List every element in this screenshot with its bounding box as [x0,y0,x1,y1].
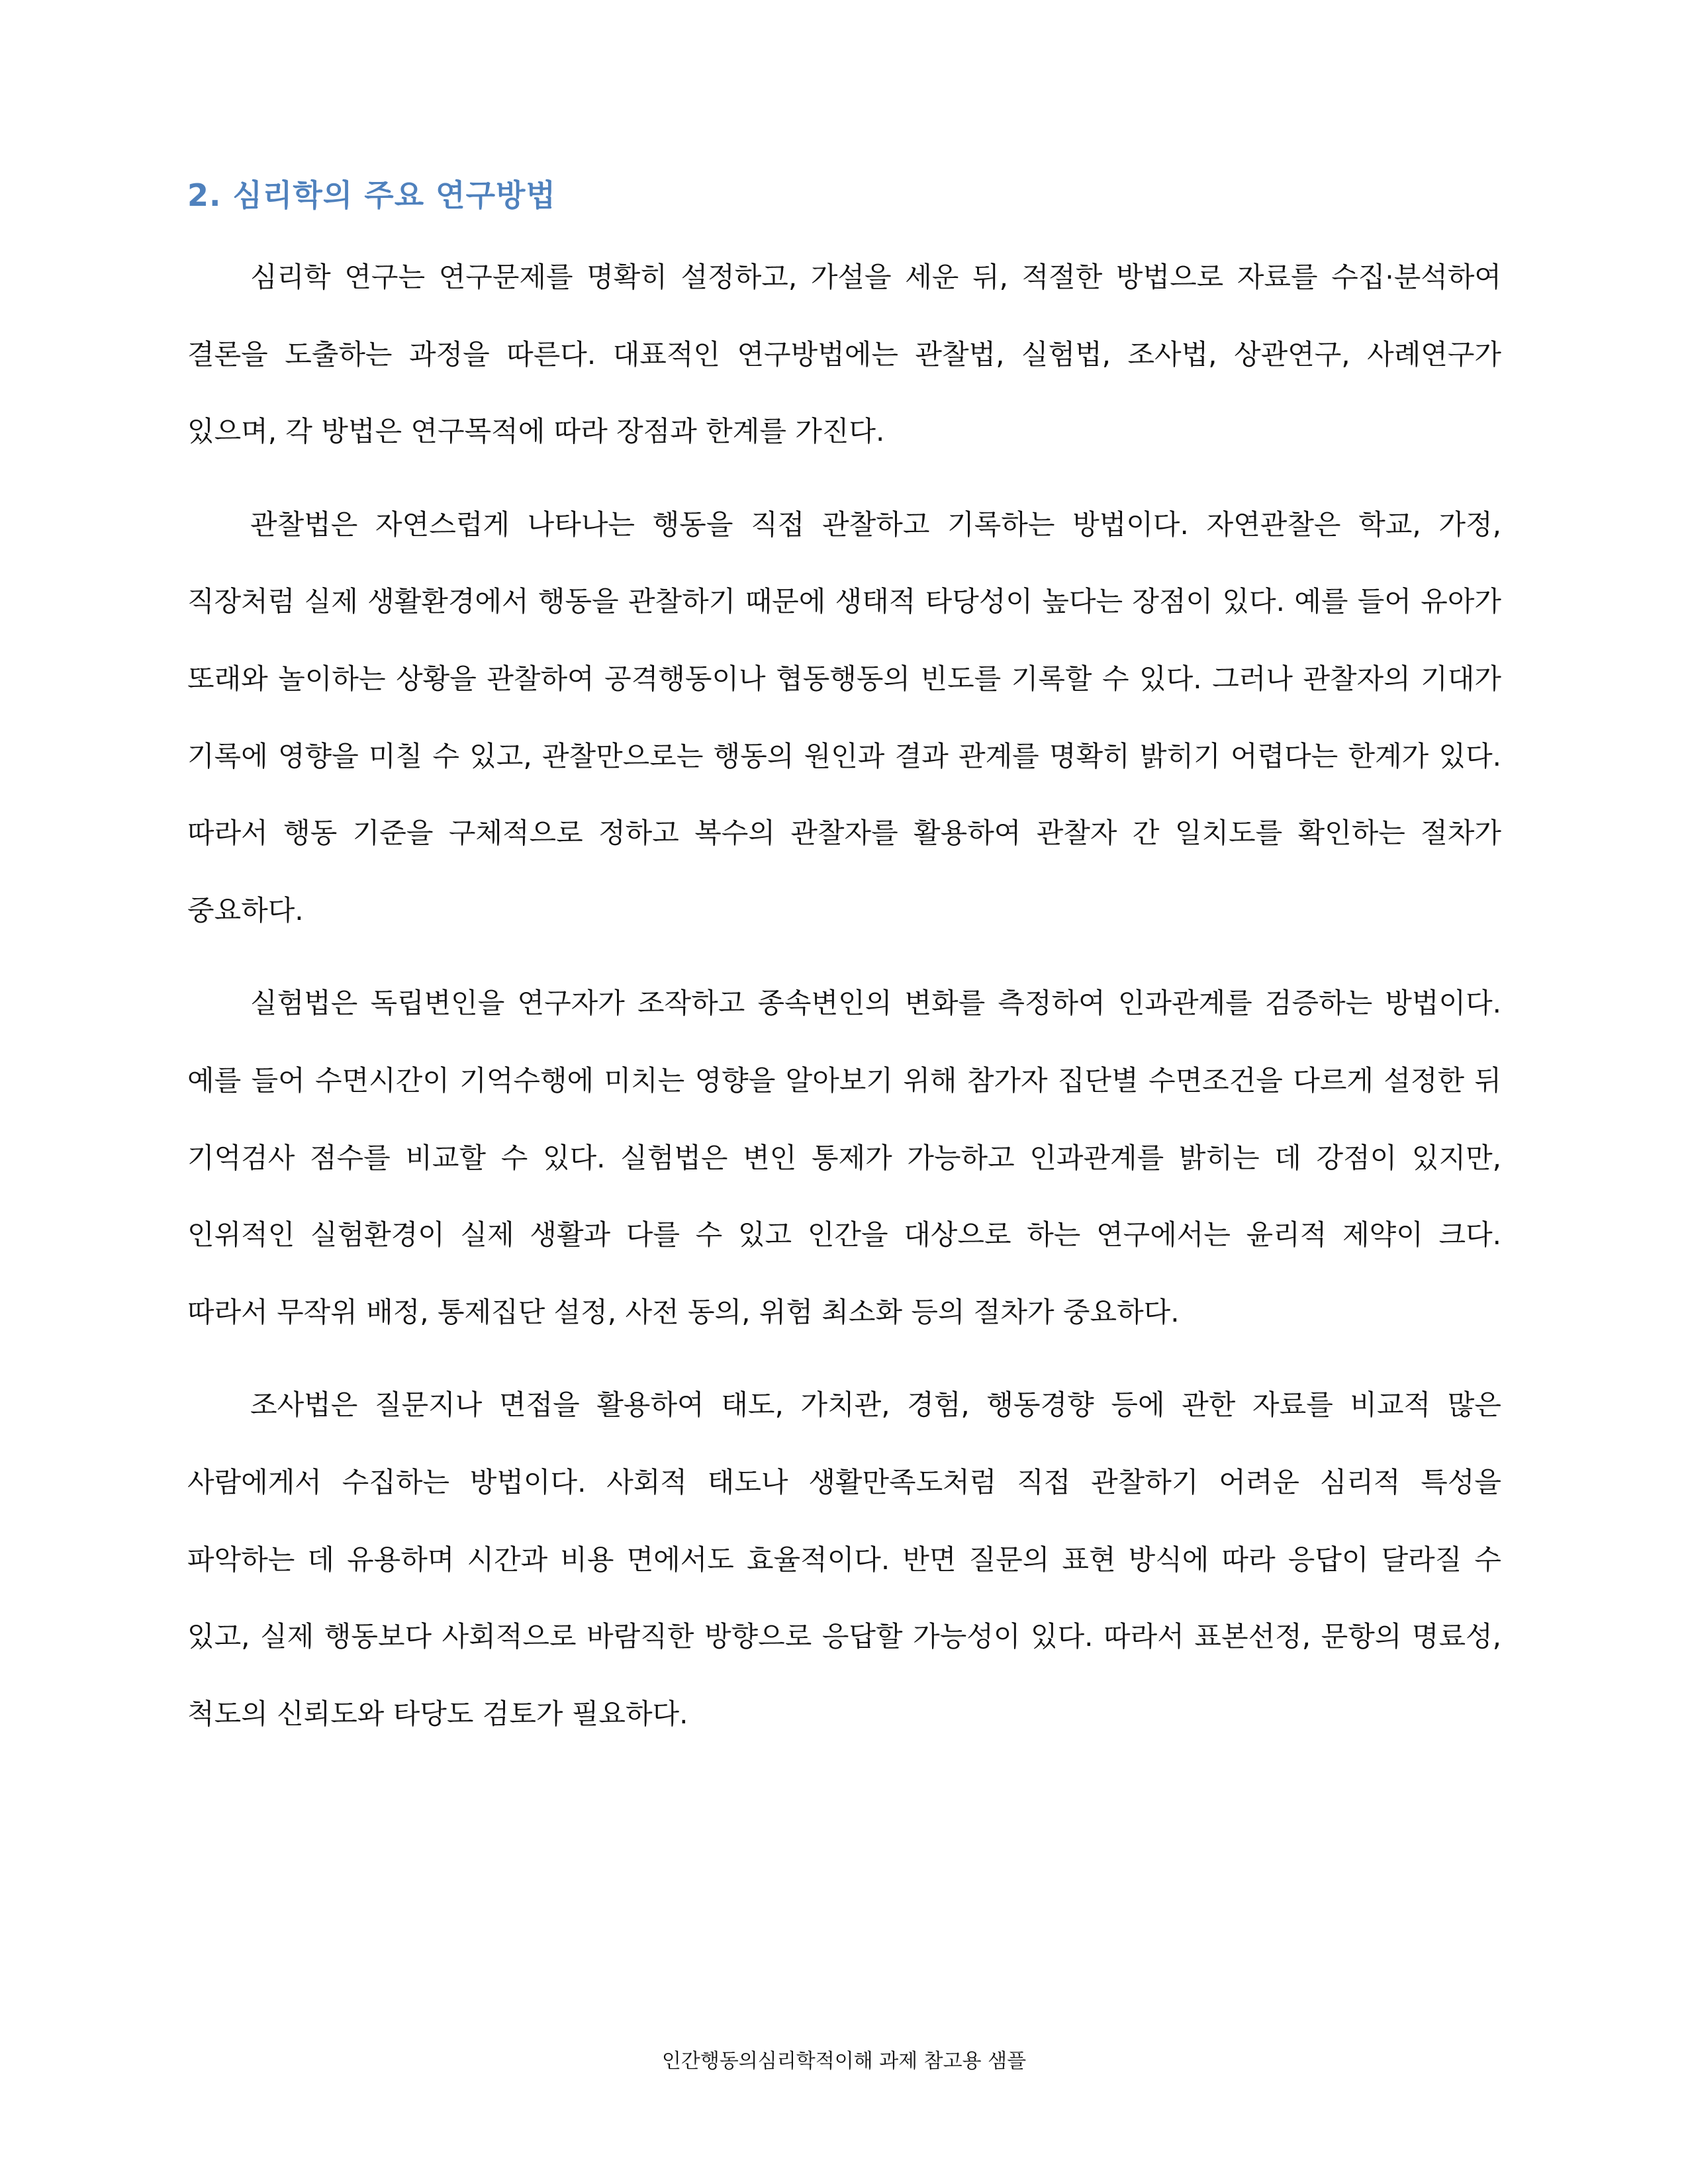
section-heading: 2. 심리학의 주요 연구방법 [187,177,556,213]
paragraph-experimental-method: 실험법은 독립변인을 연구자가 조작하고 종속변인의 변화를 측정하여 인과관계를 검증하는 방법이다. 예를 들어 수면시간이 기억수행에 미치는 영향을 알아보기 위해 참가자 집단별 수면조건을 다르게 설정한 뒤 기억검사 점수를 비교할 수 있다. 실험법은 변인 통제가 가능하고 인과관계를 밝히는 데 강점이 있지만, 인위적인 실험환경이 실제 생활과 다를 수 있고 인간을 대상으로 하는 연구에서는 윤리적 제약이 크다. 따라서 무작위 배정, 통제집단 설정, 사전 동의, 위험 최소화 등의 절차가 중요하다. [187,987,1501,1328]
page-footer: 인간행동의심리학적이해 과제 참고용 샘플 [661,2050,1027,2073]
paragraph-research-process: 심리학 연구는 연구문제를 명확히 설정하고, 가설을 세운 뒤, 적절한 방법으로 자료를 수집·분석하여 결론을 도출하는 과정을 따른다. 대표적인 연구방법에는 관찰법, 실험법, 조사법, 상관연구, 사례연구가 있으며, 각 방법은 연구목적에 따라 장점과 한계를 가진다. [187,261,1501,448]
paragraph-survey-method: 조사법은 질문지나 면접을 활용하여 태도, 가치관, 경험, 행동경향 등에 관한 자료를 비교적 많은 사람에게서 수집하는 방법이다. 사회적 태도나 생활만족도처럼 직접 관찰하기 어려운 심리적 특성을 파악하는 데 유용하며 시간과 비용 면에서도 효율적이다. 반면 질문의 표현 방식에 따라 응답이 달라질 수 있고, 실제 행동보다 사회적으로 바람직한 방향으로 응답할 가능성이 있다. 따라서 표본선정, 문항의 명료성, 척도의 신뢰도와 타당도 검토가 필요하다. [187,1388,1501,1730]
page-content [187,169,1501,1768]
paragraph-observation-method: 관찰법은 자연스럽게 나타나는 행동을 직접 관찰하고 기록하는 방법이다. 자연관찰은 학교, 가정, 직장처럼 실제 생활환경에서 행동을 관찰하기 때문에 생태적 타당성이 높다는 장점이 있다. 예를 들어 유아가 또래와 놀이하는 상황을 관찰하여 공격행동이나 협동행동의 빈도를 기록할 수 있다. 그러나 관찰자의 기대가 기록에 영향을 미칠 수 있고, 관찰만으로는 행동의 원인과 결과 관계를 명확히 밝히기 어렵다는 한계가 있다. 따라서 행동 기준을 구체적으로 정하고 복수의 관찰자를 활용하여 관찰자 간 일치도를 확인하는 절차가 중요하다. [187,508,1501,927]
body-text [187,239,1501,1752]
